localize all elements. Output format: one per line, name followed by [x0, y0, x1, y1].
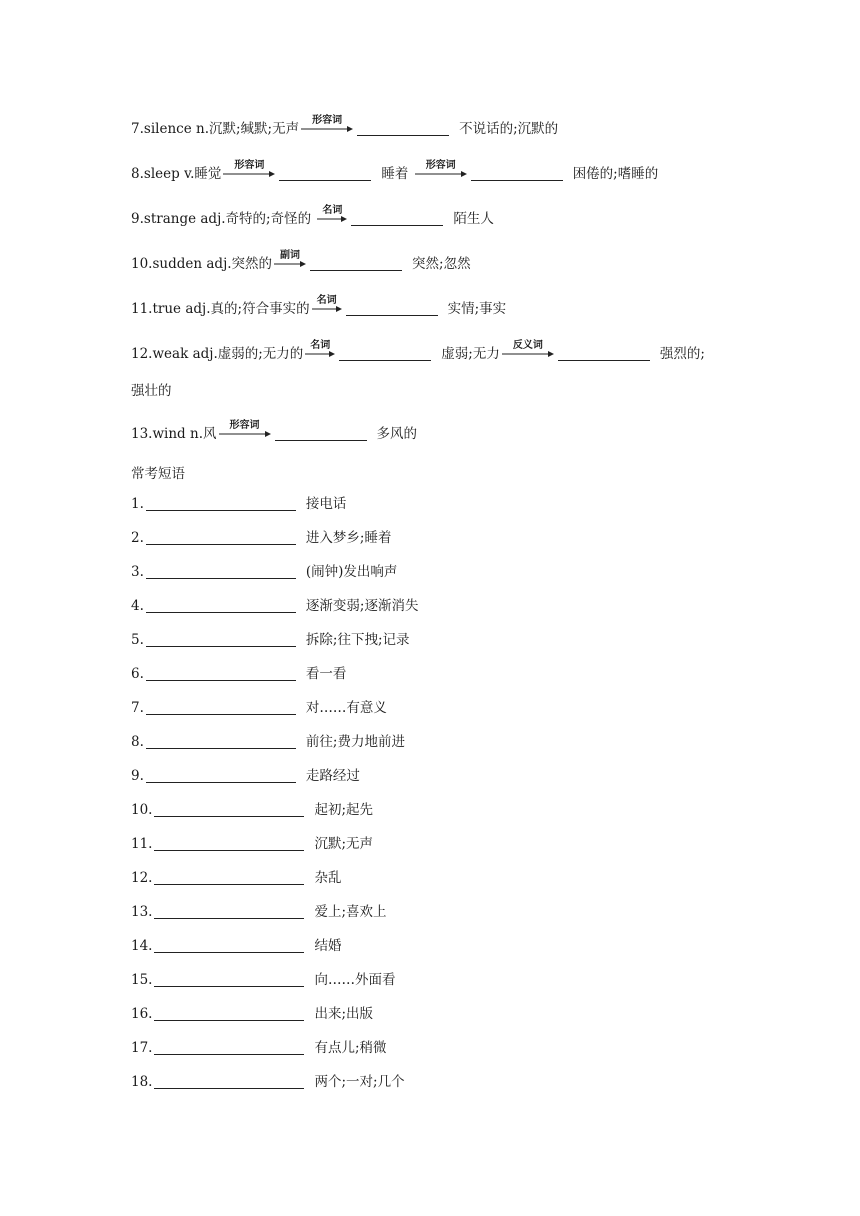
arrow-icon — [305, 351, 335, 357]
derivation-arrow — [305, 340, 335, 357]
phrase-item — [131, 869, 341, 887]
vocab-number: 13. — [131, 426, 153, 442]
derivation-arrow — [301, 115, 353, 132]
vocab-word: strange — [143, 211, 197, 227]
vocab-derived-meaning: 困倦的;嗜睡的 — [572, 166, 659, 182]
vocab-number: 7. — [131, 121, 144, 137]
vocab-item — [131, 160, 659, 183]
phrase-number: 11. — [131, 836, 153, 852]
answer-blank[interactable] — [146, 734, 296, 749]
answer-blank[interactable] — [558, 346, 650, 361]
answer-blank[interactable] — [146, 496, 296, 511]
phrase-meaning: 向……外面看 — [314, 972, 396, 988]
derivation-arrow — [317, 205, 347, 222]
answer-blank[interactable] — [154, 1074, 304, 1089]
phrase-item — [131, 801, 373, 819]
phrase-item — [131, 665, 346, 683]
arrow-icon — [312, 306, 342, 312]
answer-blank[interactable] — [154, 1006, 304, 1021]
vocab-item — [131, 250, 471, 273]
vocab-word: silence — [143, 121, 192, 137]
vocab-item — [131, 340, 705, 363]
answer-blank[interactable] — [471, 166, 563, 181]
derivation-arrow — [219, 420, 271, 437]
arrow-label: 形容词 — [312, 115, 343, 126]
phrase-meaning: 沉默;无声 — [314, 836, 374, 852]
vocab-number: 11. — [131, 301, 153, 317]
phrase-item — [131, 767, 360, 785]
phrase-number: 7. — [131, 700, 144, 716]
answer-blank[interactable] — [154, 836, 304, 851]
phrase-number: 8. — [131, 734, 144, 750]
phrase-number: 10. — [131, 802, 153, 818]
phrase-number: 9. — [131, 768, 144, 784]
answer-blank[interactable] — [339, 346, 431, 361]
vocab-meaning: 突然的 — [231, 256, 273, 272]
phrase-number: 4. — [131, 598, 144, 614]
vocab-pos: adj. — [206, 256, 232, 272]
answer-blank[interactable] — [154, 802, 304, 817]
vocab-derived-meaning: 虚弱;无力 — [441, 346, 500, 362]
section-heading: 常考短语 — [131, 466, 185, 482]
answer-blank[interactable] — [154, 904, 304, 919]
phrase-meaning: 结婚 — [314, 938, 342, 954]
vocab-item — [131, 205, 494, 228]
vocab-word: true — [152, 301, 182, 317]
phrase-number: 6. — [131, 666, 144, 682]
phrase-number: 13. — [131, 904, 153, 920]
phrase-item — [131, 631, 410, 649]
vocab-item — [131, 295, 507, 318]
phrase-item — [131, 937, 341, 955]
vocab-derived-meaning: 强壮的 — [131, 383, 172, 399]
phrase-item — [131, 699, 387, 717]
arrow-icon — [317, 216, 347, 222]
phrase-item — [131, 1039, 387, 1057]
answer-blank[interactable] — [146, 768, 296, 783]
vocab-meaning: 沉默;缄默;无声 — [209, 121, 300, 137]
answer-blank[interactable] — [154, 972, 304, 987]
phrase-meaning: 两个;一对;几个 — [314, 1074, 405, 1090]
phrase-meaning: 看一看 — [305, 666, 347, 682]
phrase-item — [131, 971, 395, 989]
vocab-number: 10. — [131, 256, 153, 272]
phrase-number: 12. — [131, 870, 153, 886]
vocab-derived-meaning: 强烈的; — [659, 346, 705, 362]
answer-blank[interactable] — [146, 598, 296, 613]
answer-blank[interactable] — [146, 700, 296, 715]
vocab-derived-meaning: 不说话的;沉默的 — [459, 121, 559, 137]
arrow-icon — [219, 431, 271, 437]
phrase-number: 18. — [131, 1074, 153, 1090]
answer-blank[interactable] — [146, 564, 296, 579]
arrow-label: 名词 — [310, 340, 331, 351]
phrase-meaning: 有点儿;稍微 — [314, 1040, 387, 1056]
derivation-arrow — [312, 295, 342, 312]
answer-blank[interactable] — [275, 426, 367, 441]
vocab-meaning: 风 — [203, 426, 217, 442]
phrase-meaning: 对……有意义 — [305, 700, 387, 716]
vocab-pos: n. — [190, 426, 203, 442]
phrase-number: 16. — [131, 1006, 153, 1022]
phrase-meaning: 爱上;喜欢上 — [314, 904, 387, 920]
vocab-meaning: 奇特的;奇怪的 — [225, 211, 312, 227]
arrow-label: 副词 — [280, 250, 301, 261]
answer-blank[interactable] — [310, 256, 402, 271]
answer-blank[interactable] — [154, 870, 304, 885]
phrase-meaning: 走路经过 — [305, 768, 360, 784]
vocab-derived-meaning: 睡着 — [381, 166, 409, 182]
answer-blank[interactable] — [146, 632, 296, 647]
answer-blank[interactable] — [146, 530, 296, 545]
phrase-item — [131, 903, 387, 921]
phrase-meaning: 逐渐变弱;逐渐消失 — [305, 598, 419, 614]
phrase-meaning: 拆除;往下拽;记录 — [305, 632, 410, 648]
arrow-label: 形容词 — [229, 420, 260, 431]
arrow-label: 形容词 — [425, 160, 456, 171]
vocab-item-continuation — [131, 382, 172, 400]
phrase-number: 17. — [131, 1040, 153, 1056]
phrase-item — [131, 529, 391, 547]
arrow-icon — [415, 171, 467, 177]
phrase-item — [131, 495, 346, 513]
vocab-item — [131, 115, 559, 138]
vocab-pos: v. — [184, 166, 195, 182]
derivation-arrow — [502, 340, 554, 357]
vocab-word: sudden — [152, 256, 203, 272]
arrow-icon — [274, 261, 306, 267]
vocab-meaning: 真的;符合事实的 — [210, 301, 310, 317]
derivation-arrow — [274, 250, 306, 267]
phrase-number: 15. — [131, 972, 153, 988]
answer-blank[interactable] — [346, 301, 438, 316]
phrase-meaning: 接电话 — [305, 496, 347, 512]
phrase-item — [131, 1005, 373, 1023]
phrase-meaning: 前往;费力地前进 — [305, 734, 405, 750]
vocab-number: 8. — [131, 166, 144, 182]
vocab-number: 12. — [131, 346, 153, 362]
phrase-number: 2. — [131, 530, 144, 546]
arrow-label: 形容词 — [234, 160, 265, 171]
answer-blank[interactable] — [154, 938, 304, 953]
answer-blank[interactable] — [154, 1040, 304, 1055]
vocab-derived-meaning: 突然;忽然 — [412, 256, 471, 272]
vocab-pos: adj. — [192, 346, 218, 362]
vocab-meaning: 虚弱的;无力的 — [217, 346, 304, 362]
vocab-item — [131, 420, 417, 443]
vocab-word: weak — [152, 346, 189, 362]
arrow-label: 名词 — [316, 295, 337, 306]
arrow-label: 反义词 — [512, 340, 543, 351]
phrase-meaning: 起初;起先 — [314, 802, 374, 818]
phrase-meaning: 杂乱 — [314, 870, 342, 886]
vocab-pos: adj. — [200, 211, 226, 227]
vocab-word: wind — [152, 426, 186, 442]
arrow-icon — [502, 351, 554, 357]
vocab-pos: n. — [196, 121, 209, 137]
vocab-derived-meaning: 多风的 — [376, 426, 417, 442]
vocab-derived-meaning: 实情;事实 — [447, 301, 507, 317]
phrase-meaning: 进入梦乡;睡着 — [305, 530, 392, 546]
vocab-meaning: 睡觉 — [194, 166, 222, 182]
answer-blank[interactable] — [357, 121, 449, 136]
phrase-meaning: (闹钟)发出响声 — [305, 564, 398, 580]
phrase-item — [131, 835, 373, 853]
phrase-number: 14. — [131, 938, 153, 954]
phrase-item — [131, 733, 405, 751]
arrow-icon — [223, 171, 275, 177]
vocab-number: 9. — [131, 211, 144, 227]
phrase-number: 1. — [131, 496, 144, 512]
answer-blank[interactable] — [351, 211, 443, 226]
vocab-derived-meaning: 陌生人 — [453, 211, 494, 227]
phrase-meaning: 出来;出版 — [314, 1006, 374, 1022]
arrow-icon — [301, 126, 353, 132]
answer-blank[interactable] — [279, 166, 371, 181]
vocab-word: sleep — [143, 166, 180, 182]
phrase-item — [131, 563, 397, 581]
phrase-number: 3. — [131, 564, 144, 580]
phrase-item — [131, 1073, 405, 1091]
derivation-arrow — [415, 160, 467, 177]
vocab-pos: adj. — [185, 301, 211, 317]
answer-blank[interactable] — [146, 666, 296, 681]
arrow-label: 名词 — [322, 205, 343, 216]
phrase-item — [131, 597, 418, 615]
derivation-arrow — [223, 160, 275, 177]
phrase-number: 5. — [131, 632, 144, 648]
